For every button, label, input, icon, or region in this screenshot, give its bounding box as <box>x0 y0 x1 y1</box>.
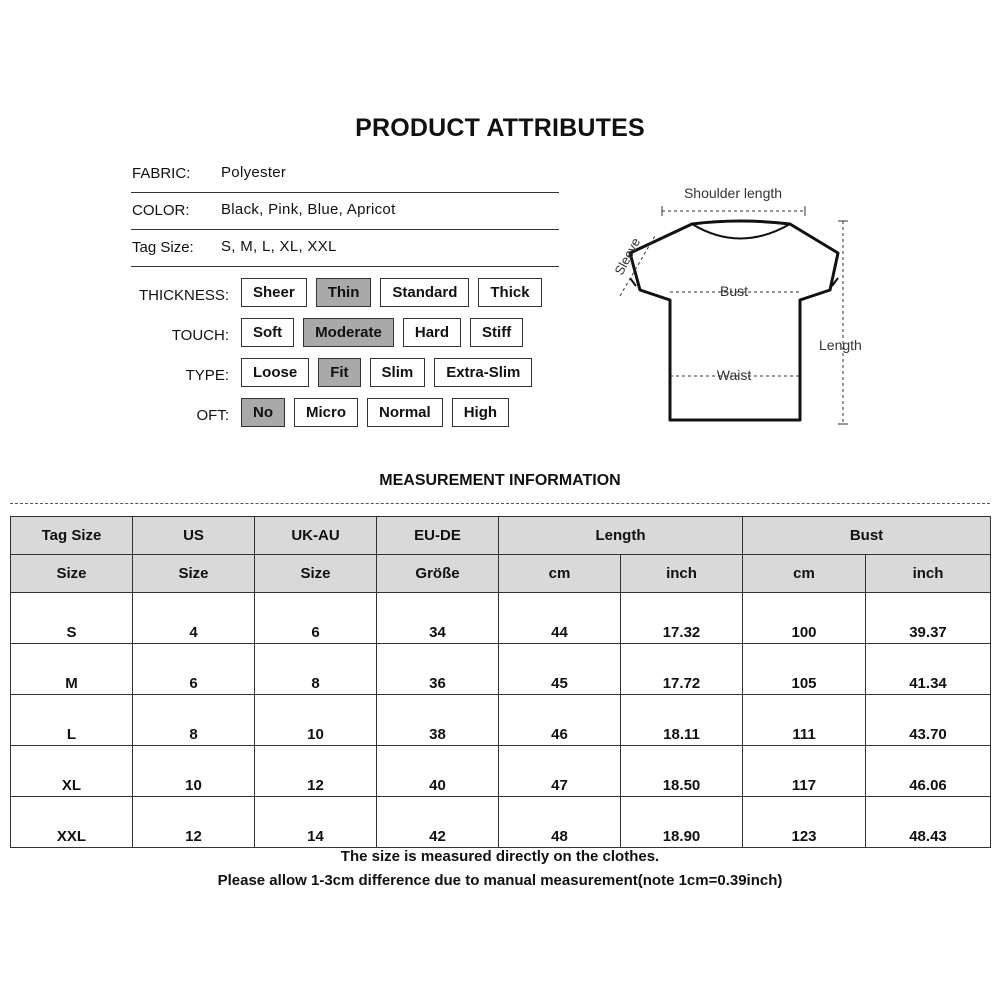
table-cell: 100 <box>743 593 866 644</box>
table-cell: 38 <box>377 695 499 746</box>
measurement-title: MEASUREMENT INFORMATION <box>379 472 621 489</box>
attribute-value: S, M, L, XL, XXL <box>221 238 337 255</box>
header-cell: Length <box>499 517 743 555</box>
header-cell: Tag Size <box>11 517 133 555</box>
length-label: Length <box>819 337 862 353</box>
table-cell: 123 <box>743 797 866 848</box>
table-cell: 48.43 <box>866 797 991 848</box>
option-chip-sheer: Sheer <box>241 278 307 307</box>
header-cell: inch <box>621 555 743 593</box>
table-cell: 105 <box>743 644 866 695</box>
option-chip-standard: Standard <box>380 278 469 307</box>
table-cell: 36 <box>377 644 499 695</box>
table-cell: 45 <box>499 644 621 695</box>
header-cell: inch <box>866 555 991 593</box>
option-chip-slim: Slim <box>370 358 426 387</box>
table-cell: 43.70 <box>866 695 991 746</box>
table-cell: 47 <box>499 746 621 797</box>
option-chip-loose: Loose <box>241 358 309 387</box>
option-chip-high: High <box>452 398 509 427</box>
table-cell: 8 <box>133 695 255 746</box>
option-chip-soft: Soft <box>241 318 294 347</box>
table-cell: 14 <box>255 797 377 848</box>
table-header-row <box>11 517 991 555</box>
option-label: TYPE: <box>185 367 229 384</box>
table-cell: 12 <box>255 746 377 797</box>
dashed-divider <box>10 503 990 504</box>
shoulder-length-label: Shoulder length <box>683 185 783 201</box>
table-cell: XXL <box>11 797 133 848</box>
option-chip-thick: Thick <box>478 278 541 307</box>
header-cell: UK-AU <box>255 517 377 555</box>
table-cell: 48 <box>499 797 621 848</box>
option-label: OFT: <box>196 407 229 424</box>
table-cell: 41.34 <box>866 644 991 695</box>
table-row <box>11 593 991 644</box>
table-cell: 117 <box>743 746 866 797</box>
header-cell: Size <box>11 555 133 593</box>
option-chip-normal: Normal <box>367 398 443 427</box>
option-chip-fit: Fit <box>318 358 360 387</box>
table-cell: 8 <box>255 644 377 695</box>
header-cell: cm <box>499 555 621 593</box>
table-cell: 46.06 <box>866 746 991 797</box>
option-chip-extra-slim: Extra-Slim <box>434 358 532 387</box>
attribute-row-fabric <box>131 155 559 193</box>
table-cell: 42 <box>377 797 499 848</box>
header-cell: Bust <box>743 517 991 555</box>
sleeve-label: Sleeve <box>611 235 644 278</box>
table-cell: 17.72 <box>621 644 743 695</box>
header-cell: Größe <box>377 555 499 593</box>
option-chip-micro: Micro <box>294 398 358 427</box>
table-row <box>11 797 991 848</box>
table-cell: 4 <box>133 593 255 644</box>
table-cell: 18.50 <box>621 746 743 797</box>
attribute-label: FABRIC: <box>132 165 191 182</box>
table-cell: 10 <box>133 746 255 797</box>
table-cell: M <box>11 644 133 695</box>
note-difference: Please allow 1-3cm difference due to manual measurement(note 1cm=0.39inch) <box>217 872 783 889</box>
table-cell: 17.32 <box>621 593 743 644</box>
attribute-row-color <box>131 192 559 230</box>
page-title: PRODUCT ATTRIBUTES <box>355 114 645 142</box>
option-chip-hard: Hard <box>403 318 461 347</box>
table-cell: 111 <box>743 695 866 746</box>
table-cell: 6 <box>133 644 255 695</box>
table-cell: 18.90 <box>621 797 743 848</box>
bust-label: Bust <box>719 283 749 299</box>
header-cell: Size <box>255 555 377 593</box>
table-cell: 18.11 <box>621 695 743 746</box>
measurement-table <box>10 516 991 848</box>
waist-label: Waist <box>716 367 752 383</box>
table-cell: 12 <box>133 797 255 848</box>
note-measured: The size is measured directly on the clothes. <box>340 848 660 865</box>
option-chip-moderate: Moderate <box>303 318 394 347</box>
option-label: THICKNESS: <box>138 287 229 304</box>
table-cell: 46 <box>499 695 621 746</box>
option-label: TOUCH: <box>171 327 229 344</box>
attribute-label: COLOR: <box>132 202 190 219</box>
attribute-label: Tag Size: <box>132 239 194 256</box>
table-row <box>11 746 991 797</box>
table-cell: 34 <box>377 593 499 644</box>
table-row <box>11 695 991 746</box>
header-cell: Size <box>133 555 255 593</box>
table-cell: 10 <box>255 695 377 746</box>
table-cell: 40 <box>377 746 499 797</box>
table-subheader-row <box>11 555 991 593</box>
tshirt-diagram <box>600 178 880 438</box>
table-cell: 39.37 <box>866 593 991 644</box>
table-cell: 44 <box>499 593 621 644</box>
table-cell: L <box>11 695 133 746</box>
option-chip-stiff: Stiff <box>470 318 523 347</box>
attribute-row-tag-size <box>131 229 559 267</box>
table-row <box>11 644 991 695</box>
table-cell: XL <box>11 746 133 797</box>
option-chip-no: No <box>241 398 285 427</box>
attribute-value: Polyester <box>221 164 287 181</box>
table-cell: S <box>11 593 133 644</box>
attribute-value: Black, Pink, Blue, Apricot <box>221 201 396 218</box>
header-cell: cm <box>743 555 866 593</box>
header-cell: US <box>133 517 255 555</box>
table-cell: 6 <box>255 593 377 644</box>
option-chip-thin: Thin <box>316 278 372 307</box>
header-cell: EU-DE <box>377 517 499 555</box>
